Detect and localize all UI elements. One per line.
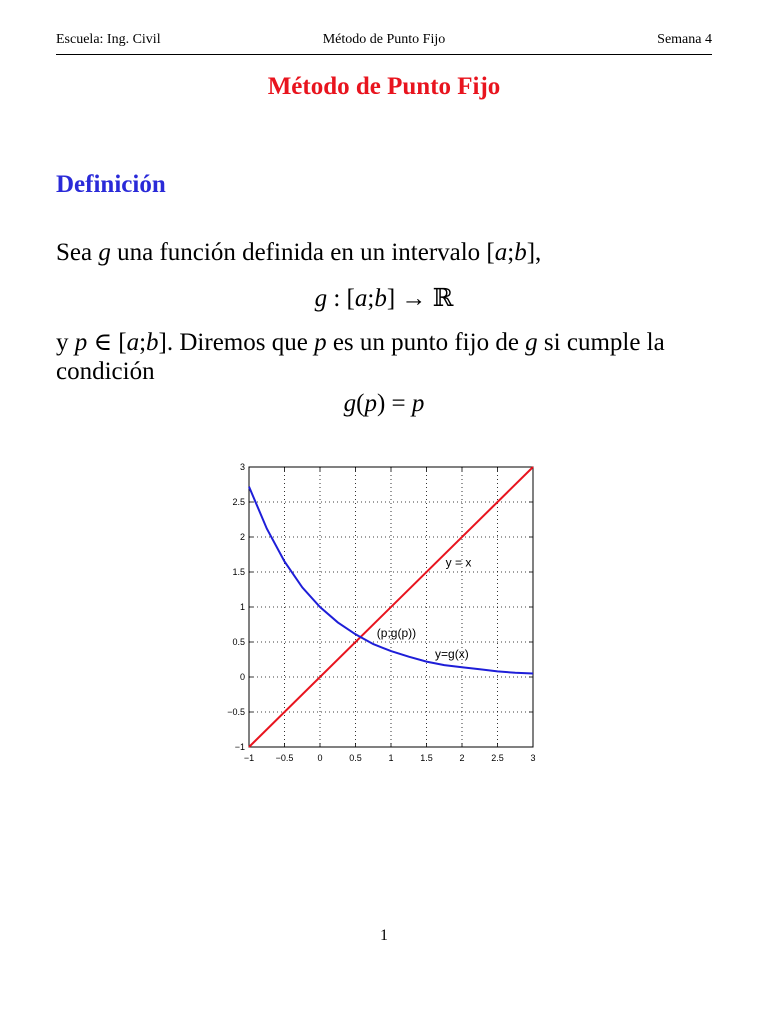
x-tick-label: 0.5 xyxy=(349,753,362,763)
x-tick-label: 3 xyxy=(530,753,536,763)
page-number: 1 xyxy=(380,927,388,944)
series-line-identity xyxy=(249,467,533,747)
y-tick-label: −1 xyxy=(234,742,245,752)
y-tick-label: −0.5 xyxy=(227,707,245,717)
y-tick-label: 0 xyxy=(239,672,245,682)
definition-paragraph-2: y p ∈ [a;b]. Diremos que p es un punto fijo de g si cumple la xyxy=(56,329,665,356)
fixed-point-chart xyxy=(222,456,552,776)
x-tick-label: 0 xyxy=(317,753,323,763)
page-title: Método de Punto Fijo xyxy=(267,73,501,100)
x-tick-label: 1 xyxy=(388,753,394,763)
header-left: Escuela: Ing. Civil xyxy=(56,32,161,47)
header-right: Semana 4 xyxy=(657,32,712,47)
equation-mapping: g : [a;b] → ℝ xyxy=(314,285,454,312)
equation-fixed-point: g(p) = p xyxy=(343,390,425,417)
x-tick-label: 2.5 xyxy=(491,753,504,763)
y-tick-label: 2.5 xyxy=(232,497,245,507)
y-tick-label: 1 xyxy=(239,602,245,612)
x-tick-label: −0.5 xyxy=(275,753,294,763)
y-tick-label: 0.5 xyxy=(232,637,245,647)
y-tick-label: 1.5 xyxy=(232,567,245,577)
section-title: Definición xyxy=(56,171,166,198)
chart-annotation: y = x xyxy=(445,555,472,570)
y-tick-label: 3 xyxy=(239,462,245,472)
header-rule xyxy=(56,54,712,55)
chart-annotation: y=g(x) xyxy=(435,647,469,662)
x-tick-label: −1 xyxy=(243,753,255,763)
page-header xyxy=(56,32,712,52)
y-tick-label: 2 xyxy=(239,532,245,542)
definition-paragraph-2-line-2: condición xyxy=(56,358,155,385)
x-tick-label: 1.5 xyxy=(420,753,433,763)
x-tick-label: 2 xyxy=(459,753,465,763)
series-line-g xyxy=(249,487,533,674)
chart-annotation: (p;g(p)) xyxy=(376,626,417,641)
header-center: Método de Punto Fijo xyxy=(322,32,446,47)
definition-paragraph-1: Sea g una función definida en un intervalo [a;b], xyxy=(56,239,542,266)
